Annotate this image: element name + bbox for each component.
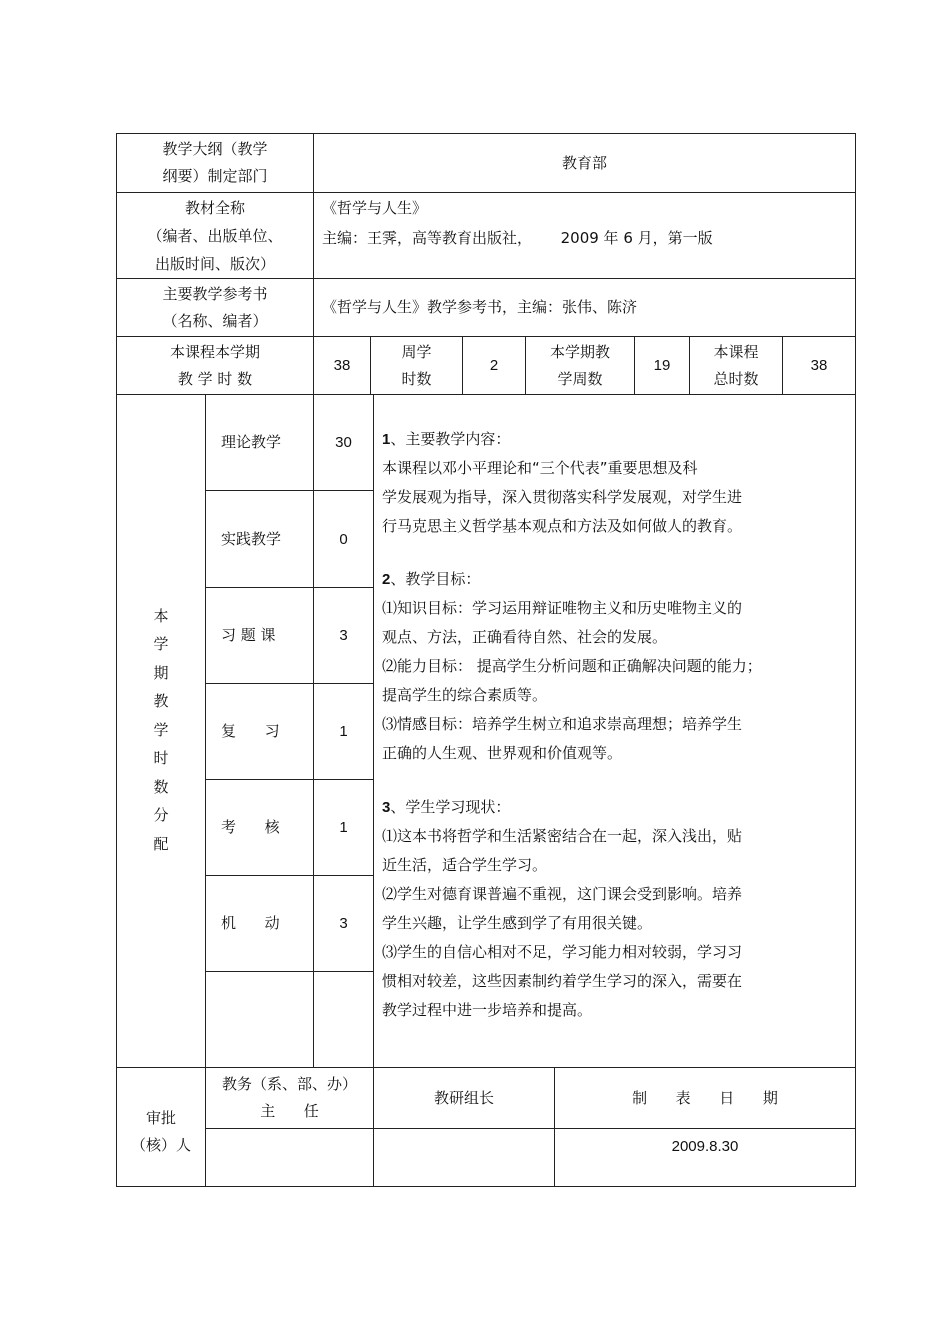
section-teaching-goals: 2、教学目标： ⑴知识目标：学习运用辩证唯物主义和历史唯物主义的 观点、方法，正确看待自然、社会的发展。 ⑵能力目标： 提高学生分析问题和正确解决问题的能力； 提高学生的综合素质等。 ⑶情感目标：培养学生树立和追求崇高理想；培养学生 正确的人生观、世界观和价值观等。 bbox=[382, 565, 812, 768]
date-value: 2009.8.30 bbox=[671, 1137, 739, 1155]
dept-value: 教育部 bbox=[561, 153, 607, 172]
total-hours-value: 38 bbox=[810, 357, 828, 374]
section-heading: 1、主要教学内容： bbox=[382, 430, 511, 448]
exam-hours: 1 bbox=[339, 819, 348, 836]
empty-label bbox=[221, 972, 313, 1067]
semester-weeks-value: 19 bbox=[653, 357, 671, 374]
semester-hours-value: 38 bbox=[333, 357, 351, 374]
section-main-content: 1、主要教学内容： 本课程以邓小平理论和“三个代表”重要思想及科 学发展观为指导，深入贯彻落实科学发展观，对学生进 行马克思主义哲学基本观点和方法及如何做人的教育。 bbox=[382, 425, 812, 541]
flexible-label: 机 动 bbox=[221, 914, 280, 932]
dept-label: 教学大纲（教学 纲要）制定部门 bbox=[162, 140, 268, 185]
textbook-value: 《哲学与人生》 主编：王霁，高等教育出版社， 2009 年 6 月，第一版 bbox=[322, 199, 713, 247]
director-label: 教务（系、部、办） 主 任 bbox=[221, 1075, 357, 1120]
semester-weeks-label: 本学期教 学周数 bbox=[549, 342, 610, 388]
group-leader-label: 教研组长 bbox=[433, 1088, 494, 1107]
reference-label: 主要教学参考书 （名称、编者） bbox=[162, 284, 268, 330]
empty-hours bbox=[314, 972, 373, 1067]
section-student-status: 3、学生学习现状： ⑴这本书将哲学和生活紧密结合在一起，深入浅出，贴 近生活，适合学生学习。 ⑵学生对德育课普遍不重视，这门课会受到影响。培养 学生兴趣，让学生感到学了有用很关键。 ⑶学生的自信心相对不足，学习能力相对较弱，学习习 惯相对较差，这些因素制约着学生学习的深入，需要在 教学过程中进一步培养和提高。 bbox=[382, 793, 812, 1025]
approver-label: 审批 （核）人 bbox=[130, 1109, 191, 1154]
semester-hours-label: 本课程本学期 教 学 时 数 bbox=[169, 342, 260, 388]
practice-label: 实践教学 bbox=[221, 529, 282, 548]
exam-label: 考 核 bbox=[221, 818, 280, 836]
weekly-hours-label: 周学 时数 bbox=[401, 342, 432, 388]
table-border-right bbox=[855, 133, 856, 1187]
date-label: 制 表 日 期 bbox=[632, 1088, 778, 1107]
practice-hours: 0 bbox=[339, 530, 348, 548]
theory-label: 理论教学 bbox=[221, 433, 282, 451]
table-border-bottom bbox=[116, 1186, 856, 1187]
section-heading: 3、学生学习现状： bbox=[382, 798, 511, 816]
weekly-hours-value: 2 bbox=[489, 357, 499, 374]
theory-hours: 30 bbox=[335, 434, 352, 451]
review-label: 复 习 bbox=[221, 722, 280, 740]
section-heading: 2、教学目标： bbox=[382, 570, 481, 588]
review-hours: 1 bbox=[339, 723, 348, 740]
textbook-label: 教材全称 （编者、出版单位、 出版时间、版次） bbox=[147, 198, 283, 273]
reference-value: 《哲学与人生》教学参考书，主编：张伟、陈济 bbox=[322, 298, 638, 316]
distribution-side-label: 本 学 期 教 学 时 数 分 配 bbox=[153, 606, 169, 853]
exercise-label: 习 题 课 bbox=[221, 626, 276, 644]
exercise-hours: 3 bbox=[339, 627, 348, 644]
total-hours-label: 本课程 总时数 bbox=[713, 342, 759, 388]
flexible-hours: 3 bbox=[339, 915, 348, 932]
